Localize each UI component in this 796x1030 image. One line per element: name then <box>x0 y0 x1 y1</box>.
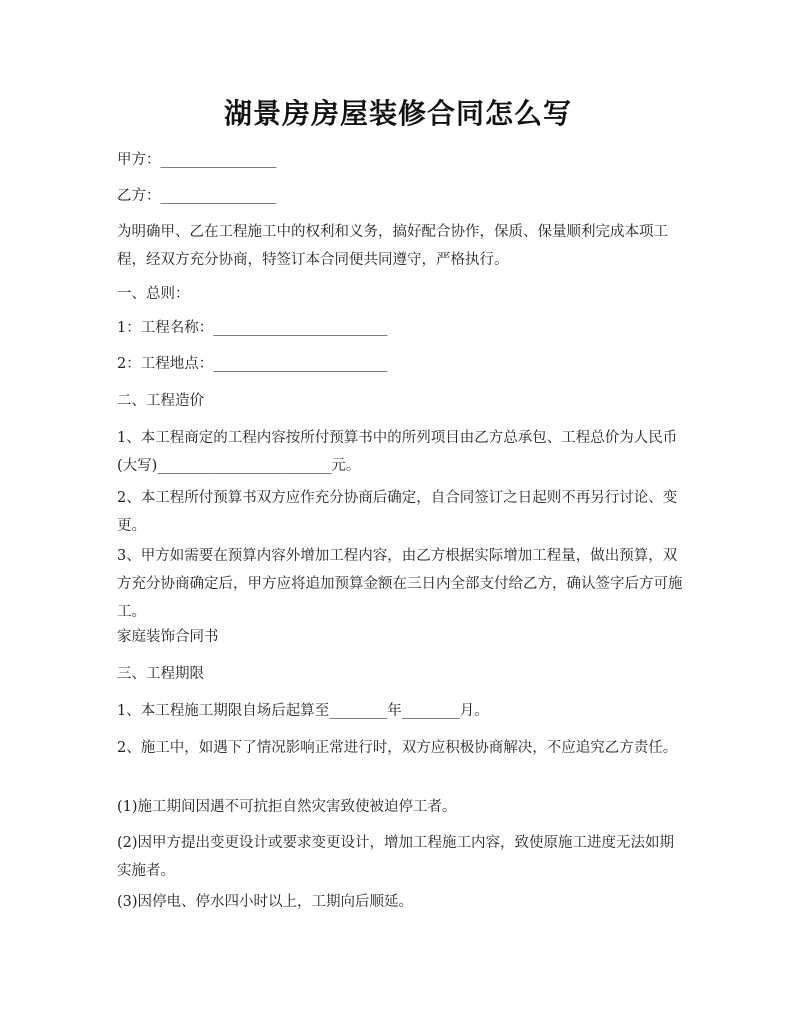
intro-paragraph: 为明确甲、乙在工程施工中的权利和义务，搞好配合协作，保质、保量顺利完成本项工程，经双方充分协商，特签订本合同便共同遵守，严格执行。 <box>117 224 668 268</box>
section-2-heading: 二、工程造价 <box>117 393 204 409</box>
section-1-heading: 一、总则： <box>117 286 190 302</box>
project-location-line: 2：工程地点：________________________ <box>117 356 388 372</box>
contract-book-heading: 家庭装饰合同书 <box>117 629 219 645</box>
cost-clause-2: 2、本工程所付预算书双方应作充分协商后确定，自合同签订之日起则不再另行讨论、变更。 <box>117 490 678 534</box>
period-clause-2: 2、施工中，如遇下了情况影响正常进行时，双方应积极协商解决，不应追究乙方责任。 <box>117 740 678 756</box>
cost-clause-1: 1、本工程商定的工程内容按所付预算书中的所列项目由乙方总承包、工程总价为人民币(大写)________________________元。 <box>117 430 678 474</box>
cost-clause-3: 3、甲方如需要在预算内容外增加工程内容，由乙方根据实际增加工程量，做出预算，双方充分协商确定后，甲方应将追加预算金额在三日内全部支付给乙方，确认签字后方可施工。 <box>117 548 683 620</box>
period-item-1: (1)施工期间因遇不可抗拒自然灾害致使被迫停工者。 <box>117 799 457 815</box>
party-b-line: 乙方：________________ <box>117 188 277 204</box>
section-3-heading: 三、工程期限 <box>117 666 204 682</box>
period-item-3: (3)因停电、停水四小时以上，工期向后顺延。 <box>117 894 414 910</box>
project-name-line: 1：工程名称：________________________ <box>117 320 388 336</box>
document-title: 湖景房房屋装修合同怎么写 <box>223 97 572 130</box>
period-item-2: (2)因甲方提出变更设计或要求变更设计，增加工程施工内容，致使原施工进度无法如期实施者。 <box>117 835 675 879</box>
period-clause-1: 1、本工程施工期限自场后起算至________年________月。 <box>117 703 489 719</box>
party-a-line: 甲方：________________ <box>117 152 277 168</box>
